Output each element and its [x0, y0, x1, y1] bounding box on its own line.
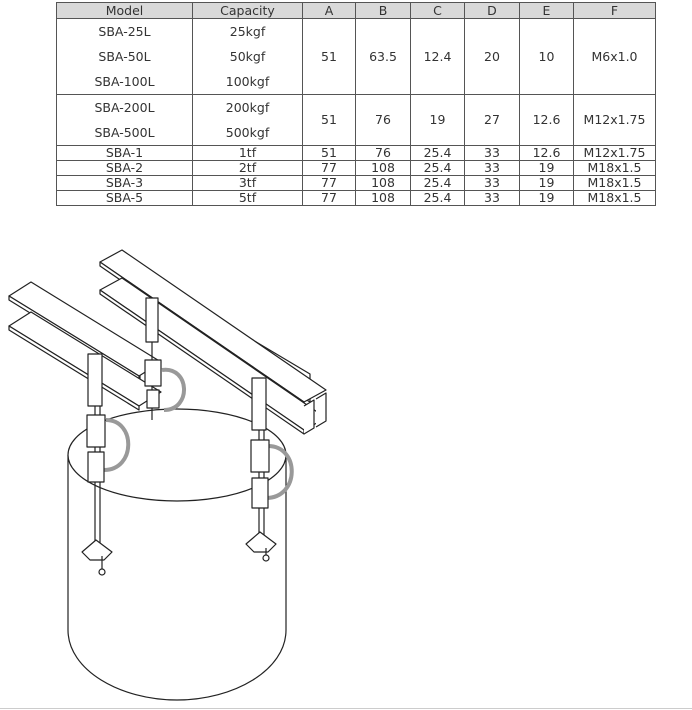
header-a: A: [303, 3, 356, 19]
table-row-group1: [57, 19, 656, 95]
table-row: [57, 176, 656, 191]
header-capacity: Capacity: [193, 3, 303, 19]
header-d: D: [465, 3, 520, 19]
dim-f: M18x1.5: [574, 191, 656, 206]
dim-d: 20: [465, 19, 520, 95]
dim-b: 63.5: [356, 19, 411, 95]
dim-a: 51: [303, 95, 356, 146]
cable-loop-rear-left: [162, 370, 184, 410]
dim-c: 19: [411, 95, 465, 146]
table-row: [57, 191, 656, 206]
capacity-value: 1tf: [193, 146, 303, 161]
dim-a: 77: [303, 191, 356, 206]
model-name: SBA-1: [57, 146, 193, 161]
dim-e: 19: [520, 176, 574, 191]
dim-c: 25.4: [411, 176, 465, 191]
bottom-divider: [0, 708, 692, 709]
dim-e: 19: [520, 161, 574, 176]
load-cell-block: [88, 452, 104, 482]
header-f: F: [574, 3, 656, 19]
model-name: SBA-100L: [94, 74, 155, 89]
table-row: [57, 161, 656, 176]
capacity-value: 100kgf: [225, 74, 270, 89]
dim-e: 12.6: [520, 95, 574, 146]
capacity-value: 2tf: [193, 161, 303, 176]
model-cell: [57, 19, 193, 95]
dim-b: 76: [356, 95, 411, 146]
dim-c: 12.4: [411, 19, 465, 95]
hanger-bracket: [146, 298, 158, 342]
dim-b: 108: [356, 161, 411, 176]
header-e: E: [520, 3, 574, 19]
model-name: SBA-5: [57, 191, 193, 206]
load-cell: [251, 440, 269, 472]
dim-c: 25.4: [411, 191, 465, 206]
hanger-bracket: [252, 378, 266, 430]
model-name: SBA-25L: [98, 24, 151, 39]
model-name: SBA-3: [57, 176, 193, 191]
capacity-value: 500kgf: [225, 125, 270, 140]
load-cell-block: [147, 390, 159, 408]
dim-f: M6x1.0: [574, 19, 656, 95]
dim-c: 25.4: [411, 146, 465, 161]
dim-d: 33: [465, 176, 520, 191]
header-model: Model: [57, 3, 193, 19]
dim-a: 77: [303, 176, 356, 191]
dim-f: M18x1.5: [574, 176, 656, 191]
dim-f: M18x1.5: [574, 161, 656, 176]
dim-f: M12x1.75: [574, 146, 656, 161]
dim-d: 33: [465, 146, 520, 161]
dim-b: 108: [356, 191, 411, 206]
dim-b: 76: [356, 146, 411, 161]
tank-lug-nut: [263, 555, 269, 561]
capacity-value: 50kgf: [229, 49, 266, 64]
spec-table: [56, 2, 656, 206]
dim-d: 33: [465, 191, 520, 206]
dim-d: 27: [465, 95, 520, 146]
capacity-value: 5tf: [193, 191, 303, 206]
dim-a: 51: [303, 19, 356, 95]
model-name: SBA-2: [57, 161, 193, 176]
header-c: C: [411, 3, 465, 19]
hanger-bracket: [88, 354, 102, 406]
table-row-group2: [57, 95, 656, 146]
capacity-value: 3tf: [193, 176, 303, 191]
load-cell: [145, 360, 161, 386]
capacity-cell: [193, 19, 303, 95]
load-cell-block: [252, 478, 268, 508]
load-cell: [87, 415, 105, 447]
dim-d: 33: [465, 161, 520, 176]
installation-drawing: [0, 240, 340, 705]
header-b: B: [356, 3, 411, 19]
dim-f: M12x1.75: [574, 95, 656, 146]
dim-e: 19: [520, 191, 574, 206]
capacity-value: 25kgf: [229, 24, 266, 39]
model-name: SBA-500L: [94, 125, 155, 140]
model-name: SBA-200L: [94, 100, 155, 115]
model-cell: [57, 95, 193, 146]
dim-a: 77: [303, 161, 356, 176]
dim-b: 108: [356, 176, 411, 191]
capacity-cell: [193, 95, 303, 146]
dim-a: 51: [303, 146, 356, 161]
dim-e: 10: [520, 19, 574, 95]
tank-lug-nut: [99, 569, 105, 575]
dim-e: 12.6: [520, 146, 574, 161]
table-header-row: [57, 3, 656, 19]
capacity-value: 200kgf: [225, 100, 270, 115]
dim-c: 25.4: [411, 161, 465, 176]
model-name: SBA-50L: [98, 49, 151, 64]
table-row: [57, 146, 656, 161]
